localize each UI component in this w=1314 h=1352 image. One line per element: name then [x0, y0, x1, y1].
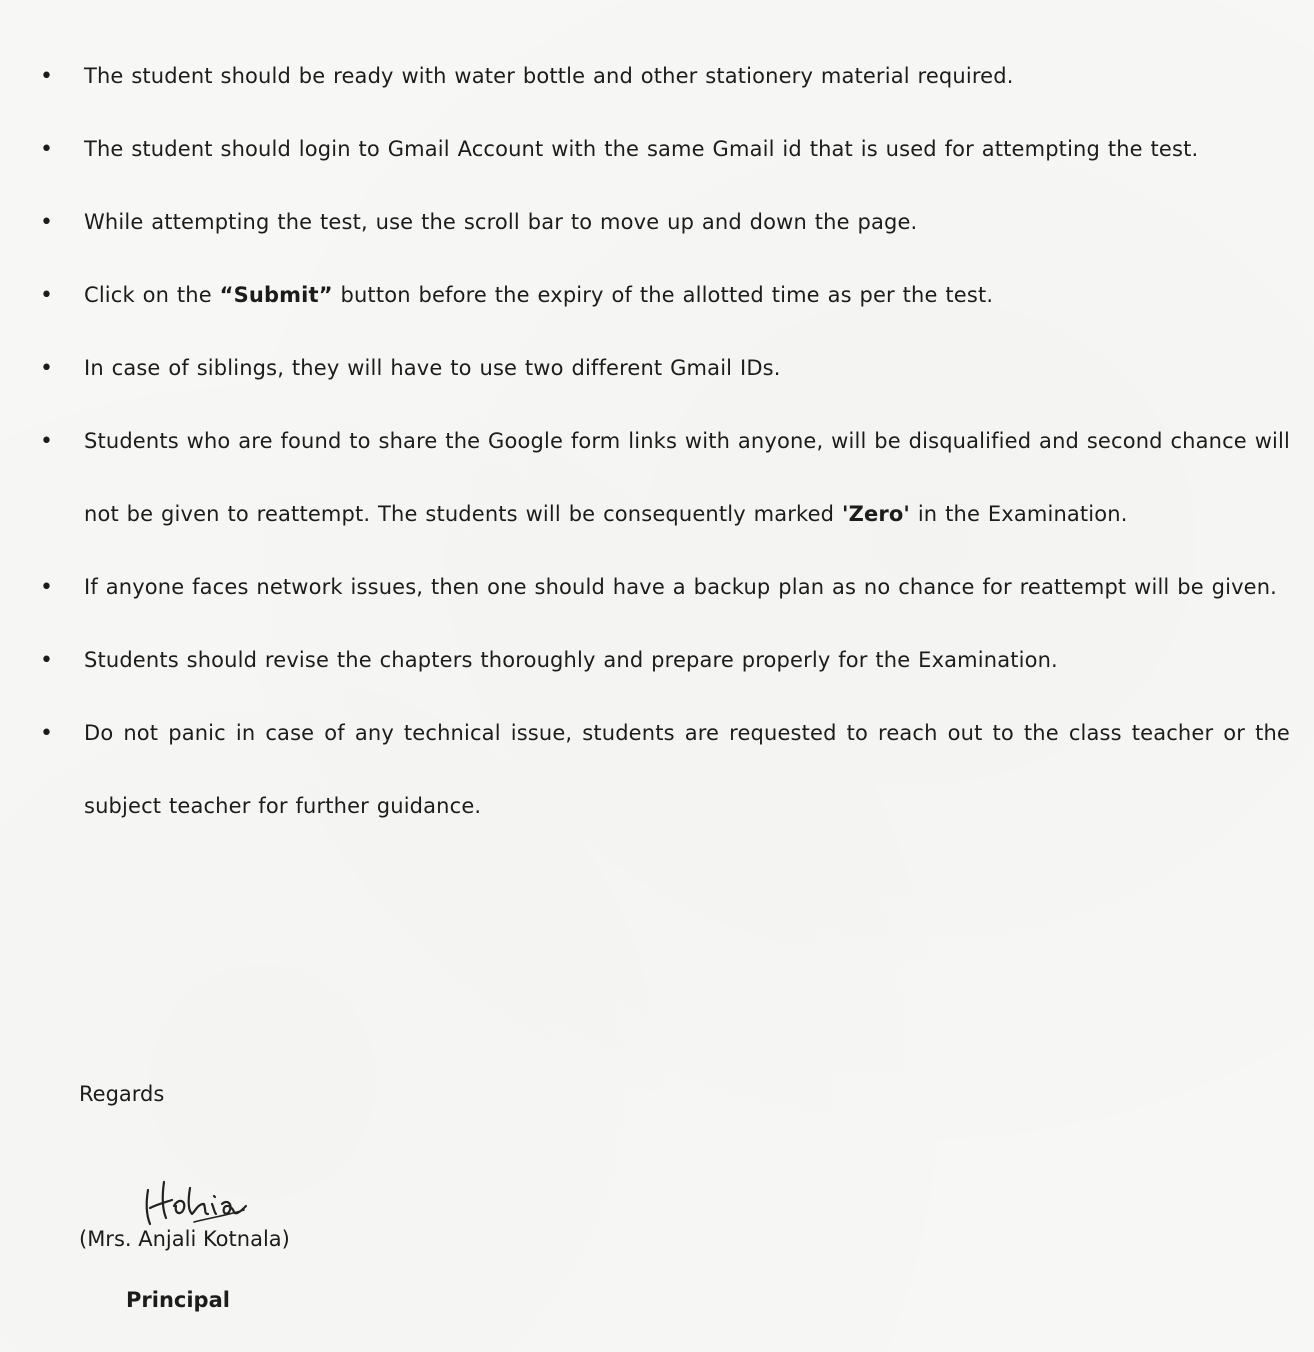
list-item [0, 405, 1314, 551]
instruction-text: Students should revise the chapters thoroughly and prepare properly for the Examination. [84, 648, 1058, 672]
bullet-icon: • [40, 210, 54, 235]
instruction-text: While attempting the test, use the scroll bar to move up and down the page. [84, 210, 918, 234]
list-item [0, 259, 1314, 332]
bullet-icon: • [40, 721, 54, 746]
bullet-icon: • [40, 648, 54, 673]
list-item [0, 186, 1314, 259]
instruction-text: Do not panic in case of any technical issue, students are requested to reach out to the class teacher or the subject teacher for further guidance. [84, 721, 1290, 818]
instruction-bold: “Submit” [219, 283, 333, 307]
bullet-icon: • [40, 283, 54, 308]
principal-title: Principal [126, 1288, 230, 1312]
list-item [0, 40, 1314, 113]
instruction-text: In case of siblings, they will have to use two different Gmail IDs. [84, 356, 781, 380]
instruction-text-end: button before the expiry of the allotted time as per the test. [332, 283, 994, 307]
regards-text: Regards [79, 1082, 165, 1106]
principal-name: (Mrs. Anjali Kotnala) [79, 1227, 290, 1251]
instruction-bold: 'Zero' [841, 502, 910, 526]
bullet-icon: • [40, 137, 54, 162]
bullet-icon: • [40, 64, 54, 89]
instruction-text-end: in the Examination. [910, 502, 1128, 526]
list-item [0, 624, 1314, 697]
bullet-icon: • [40, 356, 54, 381]
instructions-list [0, 40, 1314, 843]
signature-icon [134, 1160, 254, 1230]
instruction-text: Students who are found to share the Google form links with anyone, will be disqualified and second chance will not be given to reattempt. The students will be consequently marked [84, 429, 1290, 526]
instruction-text: Click on the [84, 283, 220, 307]
list-item [0, 697, 1314, 843]
bullet-icon: • [40, 575, 54, 600]
instruction-text: The student should be ready with water bottle and other stationery material required. [84, 64, 1014, 88]
list-item [0, 551, 1314, 624]
instruction-text: The student should login to Gmail Account with the same Gmail id that is used for attempting the test. [84, 137, 1199, 161]
list-item [0, 113, 1314, 186]
bullet-icon: • [40, 429, 54, 454]
instruction-text: If anyone faces network issues, then one should have a backup plan as no chance for reattempt will be given. [84, 575, 1278, 599]
list-item [0, 332, 1314, 405]
